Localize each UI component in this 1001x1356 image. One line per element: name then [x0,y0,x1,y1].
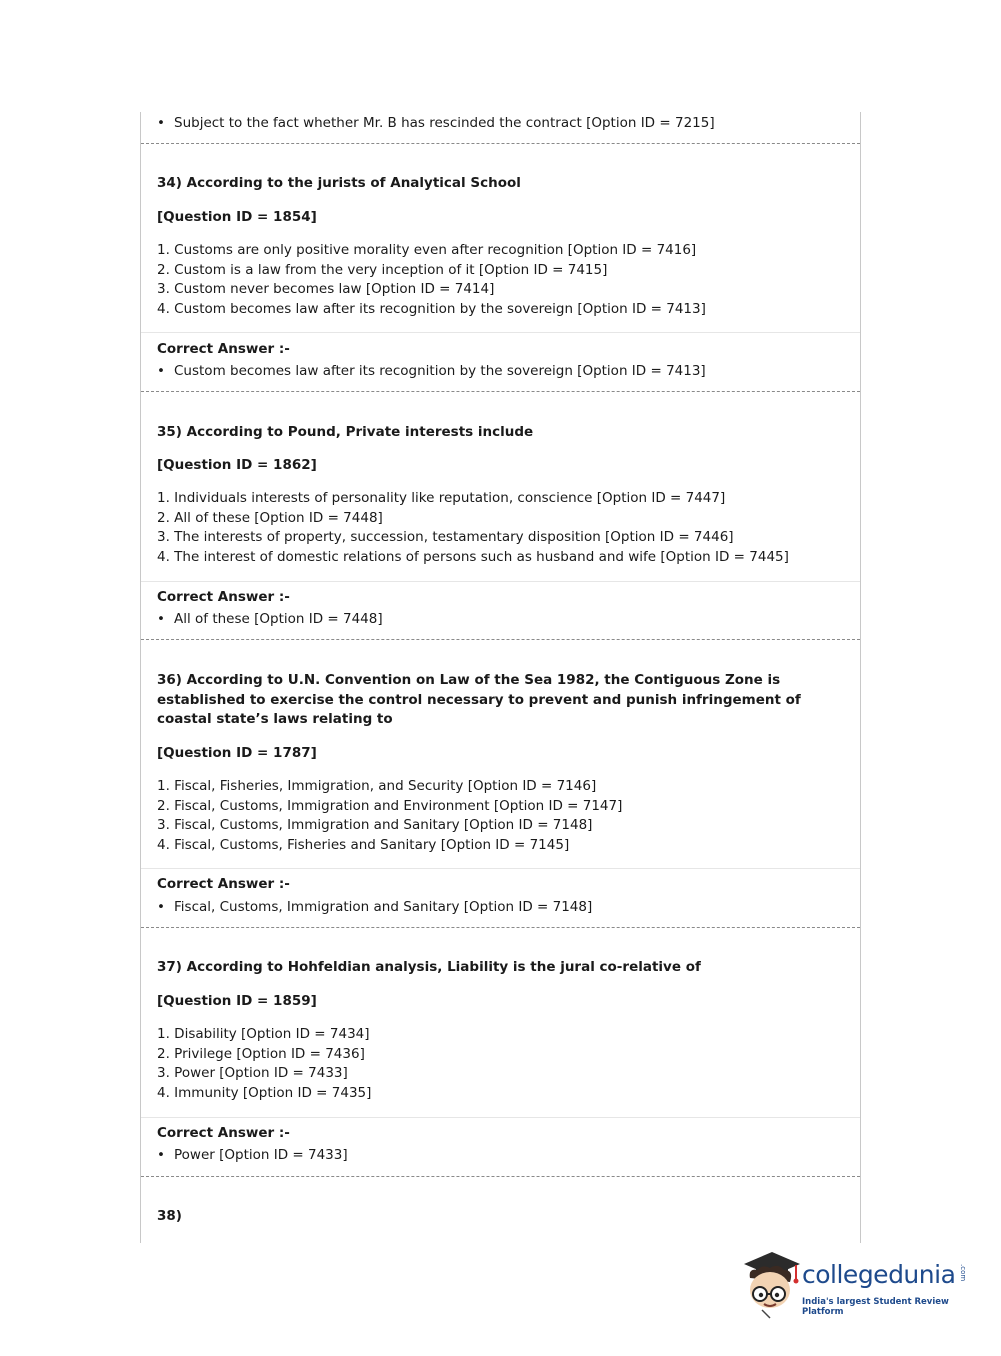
option-item: 3. The interests of property, succession, testamentary disposition [Option ID = 7446] [157,529,734,545]
divider [141,639,860,640]
question-heading: 37) According to Hohfeldian analysis, Liability is the jural co-relative of [157,959,701,975]
question-id: [Question ID = 1862] [157,457,317,473]
logo-brand: collegedunia [802,1260,956,1289]
divider [141,143,860,144]
logo-suffix: .com [959,1264,967,1282]
correct-answer-label: Correct Answer :- [157,1125,290,1141]
question-id: [Question ID = 1859] [157,993,317,1009]
correct-answer: • All of these [Option ID = 7448] [157,611,383,627]
section-divider [141,581,860,582]
option-item: 1. Customs are only positive morality even after recognition [Option ID = 7416] [157,242,697,258]
correct-answer-label: Correct Answer :- [157,876,290,892]
carry-over-answer: • Subject to the fact whether Mr. B has rescinded the contract [Option ID = 7215] [157,115,715,131]
option-item: 2. All of these [Option ID = 7448] [157,509,383,526]
correct-answer: • Custom becomes law after its recognition by the sovereign [Option ID = 7413] [157,363,706,379]
divider [141,391,860,392]
option-item: 4. Immunity [Option ID = 7435] [157,1084,372,1101]
option-item: 4. The interest of domestic relations of persons such as husband and wife [Option ID = 7445] [157,548,789,565]
correct-answer: • Fiscal, Customs, Immigration and Sanitary [Option ID = 7148] [157,899,593,915]
option-item: 3. Custom never becomes law [Option ID = 7414] [157,281,495,297]
option-item: 3. Fiscal, Customs, Immigration and Sanitary [Option ID = 7148] [157,817,593,833]
section-divider [141,868,860,869]
divider [141,927,860,928]
question-heading: 35) According to Pound, Private interests include [157,424,534,440]
option-item: 4. Custom becomes law after its recognition by the sovereign [Option ID = 7413] [157,300,706,317]
question-id: [Question ID = 1854] [157,209,317,225]
question-heading: 36) According to U.N. Convention on Law of the Sea 1982, the Contiguous Zone is established to exercise the control necessary to prevent and punish infringement of coastal state’s laws relating to [157,672,801,727]
question-heading: 34) According to the jurists of Analytical School [157,175,521,191]
section-divider [141,1117,860,1118]
collegedunia-logo [740,1250,970,1320]
logo-tagline: India's largest Student Review Platform [802,1297,949,1317]
option-item: 1. Disability [Option ID = 7434] [157,1026,370,1042]
option-item: 1. Fiscal, Fisheries, Immigration, and Security [Option ID = 7146] [157,778,597,794]
question-heading: 38) [157,1208,182,1224]
option-item: 2. Privilege [Option ID = 7436] [157,1045,365,1062]
option-item: 2. Custom is a law from the very inception of it [Option ID = 7415] [157,261,608,278]
correct-answer-label: Correct Answer :- [157,341,290,357]
mascot-icon [740,1250,802,1320]
correct-answer-label: Correct Answer :- [157,589,290,605]
correct-answer: • Power [Option ID = 7433] [157,1147,348,1163]
question-id: [Question ID = 1787] [157,745,317,761]
divider [141,1176,860,1177]
option-item: 1. Individuals interests of personality like reputation, conscience [Option ID = 7447] [157,490,726,506]
section-divider [141,332,860,333]
option-item: 3. Power [Option ID = 7433] [157,1065,348,1081]
option-item: 2. Fiscal, Customs, Immigration and Environment [Option ID = 7147] [157,797,623,814]
option-item: 4. Fiscal, Customs, Fisheries and Sanitary [Option ID = 7145] [157,836,570,853]
